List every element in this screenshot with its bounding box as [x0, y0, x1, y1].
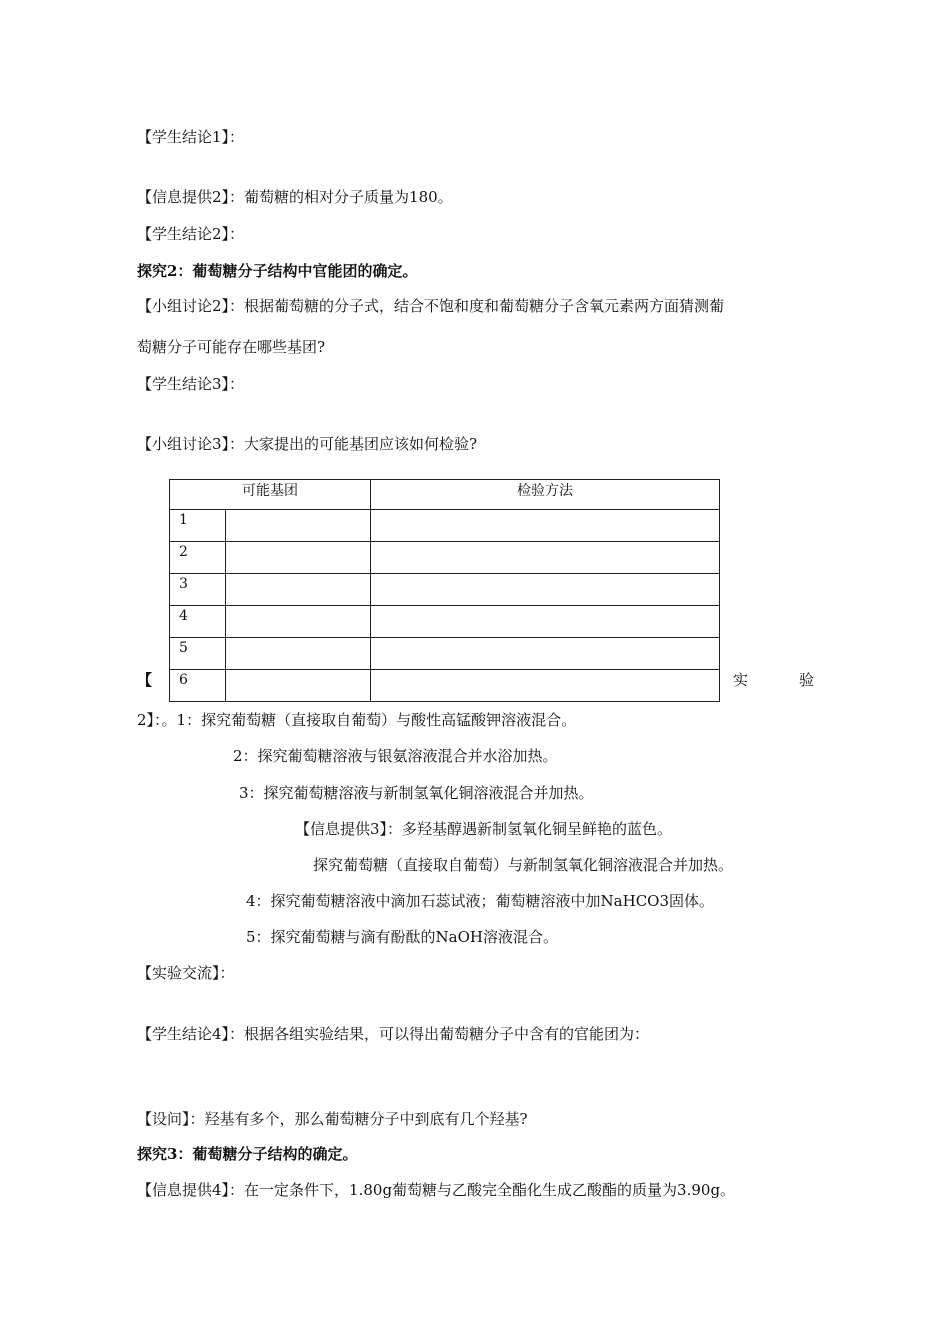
experiment-label-part1: 实 — [733, 671, 749, 689]
method-cell — [371, 574, 720, 606]
experiment-label-part2: 验 — [799, 671, 815, 689]
student-conclusion-3: 【学生结论3】： — [137, 375, 245, 393]
header-possible-group: 可能基团 — [170, 480, 371, 510]
test-method-table — [169, 479, 720, 702]
info-2: 【信息提供2】：葡萄糖的相对分子质量为180。 — [137, 188, 453, 206]
info-4: 【信息提供4】：在一定条件下，1.80g葡萄糖与乙酸完全酯化生成乙酸酯的质量为3.90g。 — [137, 1181, 736, 1199]
row-number: 2 — [170, 542, 226, 574]
group-cell — [226, 510, 371, 542]
table-row — [170, 638, 720, 670]
experiment-4: 4：探究葡萄糖溶液中滴加石蕊试液；葡萄糖溶液中加NaHCO3固体。 — [246, 892, 715, 910]
row-number: 6 — [170, 670, 226, 702]
row-number: 3 — [170, 574, 226, 606]
method-cell — [371, 606, 720, 638]
student-conclusion-2: 【学生结论2】： — [137, 225, 245, 243]
explore-2-heading: 探究2：葡萄糖分子结构中官能团的确定。 — [137, 262, 418, 280]
experiment-2: 2：探究葡萄糖溶液与银氨溶液混合并水浴加热。 — [233, 747, 558, 765]
experiment-3: 3：探究葡萄糖溶液与新制氢氧化铜溶液混合并加热。 — [239, 784, 594, 802]
method-cell — [371, 670, 720, 702]
header-test-method: 检验方法 — [371, 480, 720, 510]
group-cell — [226, 638, 371, 670]
row-number: 5 — [170, 638, 226, 670]
group-cell — [226, 574, 371, 606]
method-cell — [371, 510, 720, 542]
method-cell — [371, 542, 720, 574]
student-conclusion-4: 【学生结论4】：根据各组实验结果，可以得出葡萄糖分子中含有的官能团为： — [137, 1025, 650, 1043]
info-3: 【信息提供3】：多羟基醇遇新制氢氧化铜呈鲜艳的蓝色。 — [295, 820, 673, 838]
table-row — [170, 510, 720, 542]
table-row — [170, 574, 720, 606]
experiment-5: 5：探究葡萄糖与滴有酚酞的NaOH溶液混合。 — [246, 928, 558, 946]
info-3-experiment: 探究葡萄糖（直接取自葡萄）与新制氢氧化铜溶液混合并加热。 — [313, 856, 734, 874]
experiment-bracket-left: 【 — [137, 671, 153, 689]
question: 【设问】：羟基有多个，那么葡萄糖分子中到底有几个羟基? — [137, 1110, 528, 1128]
row-number: 1 — [170, 510, 226, 542]
group-discussion-2-cont: 萄糖分子可能存在哪些基团? — [137, 338, 326, 356]
experiment-1: 2】：。1：探究葡萄糖（直接取自葡萄）与酸性高锰酸钾溶液混合。 — [137, 711, 577, 729]
row-number: 4 — [170, 606, 226, 638]
group-cell — [226, 542, 371, 574]
group-cell — [226, 670, 371, 702]
group-cell — [226, 606, 371, 638]
group-discussion-2: 【小组讨论2】：根据葡萄糖的分子式，结合不饱和度和葡萄糖分子含氧元素两方面猜测葡 — [137, 297, 725, 315]
student-conclusion-1: 【学生结论1】： — [137, 128, 245, 146]
explore-3-heading: 探究3：葡萄糖分子结构的确定。 — [137, 1145, 358, 1163]
table-row — [170, 670, 720, 702]
experiment-exchange: 【实验交流】： — [137, 964, 235, 982]
table-row — [170, 606, 720, 638]
group-discussion-3: 【小组讨论3】：大家提出的可能基团应该如何检验? — [137, 435, 478, 453]
method-cell — [371, 638, 720, 670]
table-header-row — [170, 480, 720, 510]
table-row — [170, 542, 720, 574]
